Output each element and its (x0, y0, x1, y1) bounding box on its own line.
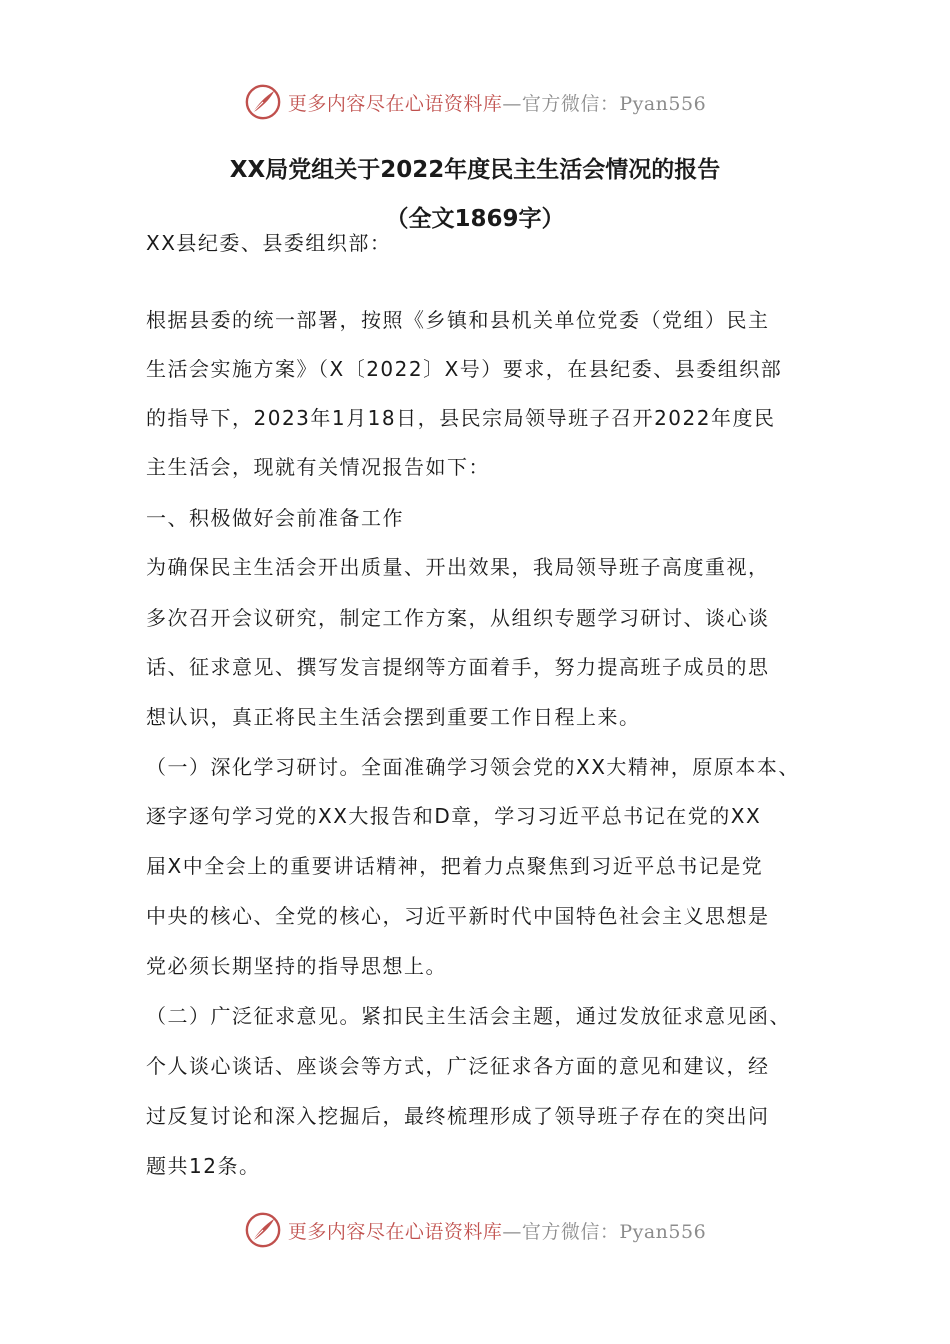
body-line: 想认识，真正将民主生活会摆到重要工作日程上来。 (146, 705, 641, 729)
body-line: 中央的核心、全党的核心，习近平新时代中国特色社会主义思想是 (146, 904, 770, 928)
subsection-line: （二）广泛征求意见。紧扣民主生活会主题，通过发放征求意见函、 (146, 1004, 791, 1028)
quill-pen-logo-icon (244, 83, 282, 121)
body-line: 话、征求意见、撰写发言提纲等方面着手，努力提高班子成员的思 (146, 655, 770, 679)
body-line: 题共12条。 (146, 1154, 261, 1178)
body-line: 逐字逐句学习党的XX大报告和D章，学习习近平总书记在党的XX (146, 804, 762, 828)
body-line: 的指导下，2023年1月18日，县民宗局领导班子召开2022年度民 (146, 406, 776, 430)
banner-text: 更多内容尽在心语资料库—官方微信：Pyan556 (287, 1220, 707, 1243)
header-watermark-banner (0, 80, 950, 124)
body-line: 主生活会，现就有关情况报告如下： (146, 455, 490, 479)
body-line: 届X中全会上的重要讲话精神，把着力点聚焦到习近平总书记是党 (146, 854, 764, 878)
footer-watermark-banner (0, 1208, 950, 1252)
section-heading: 一、积极做好会前准备工作 (146, 506, 404, 530)
body-line: 为确保民主生活会开出质量、开出效果，我局领导班子高度重视， (146, 555, 770, 579)
salutation-line: XX县纪委、县委组织部： (146, 231, 392, 255)
quill-pen-logo-icon (244, 1211, 282, 1249)
subsection-line: （一）深化学习研讨。全面准确学习领会党的XX大精神，原原本本、 (146, 755, 800, 779)
body-line: 生活会实施方案》（X〔2022〕X号）要求，在县纪委、县委组织部 (146, 357, 783, 381)
body-line: 多次召开会议研究，制定工作方案，从组织专题学习研讨、谈心谈 (146, 606, 770, 630)
body-line: 党必须长期坚持的指导思想上。 (146, 954, 447, 978)
body-line: 个人谈心谈话、座谈会等方式，广泛征求各方面的意见和建议，经 (146, 1054, 770, 1078)
body-line: 根据县委的统一部署，按照《乡镇和县机关单位党委（党组）民主 (146, 308, 770, 332)
document-subtitle: （全文1869字） (385, 206, 565, 232)
document-title: XX局党组关于2022年度民主生活会情况的报告 (229, 157, 721, 183)
banner-text: 更多内容尽在心语资料库—官方微信：Pyan556 (287, 92, 707, 115)
body-line: 过反复讨论和深入挖掘后，最终梳理形成了领导班子存在的突出问 (146, 1104, 770, 1128)
